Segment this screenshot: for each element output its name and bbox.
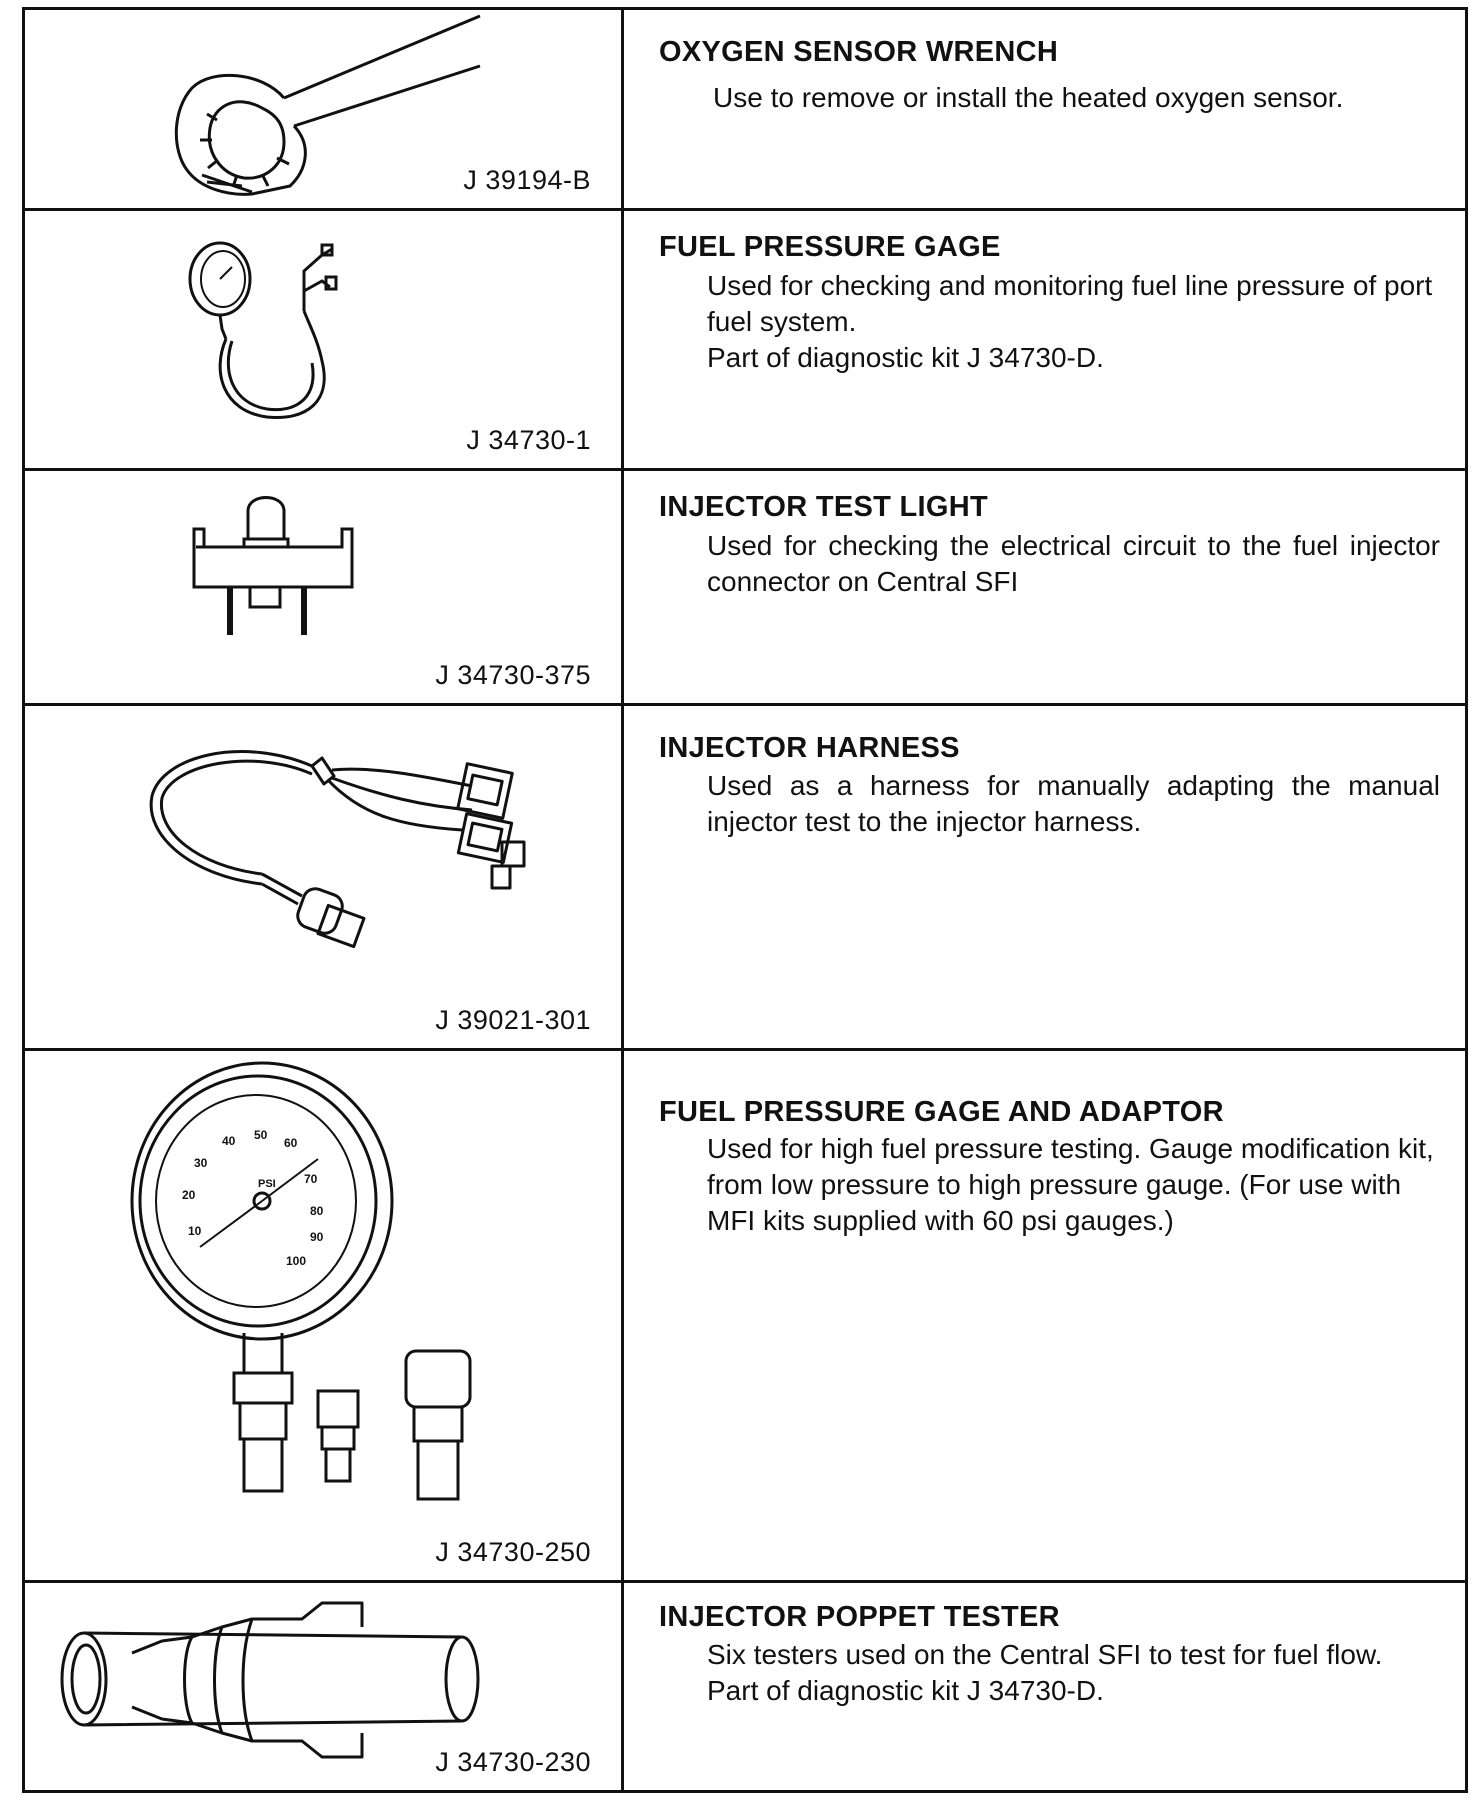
oxygen-sensor-wrench-illustration	[22, 10, 621, 208]
tool-description	[637, 471, 1468, 703]
tool-description-line: Use to remove or install the heated oxygen sensor.	[713, 82, 1344, 113]
table-row	[22, 706, 1468, 1048]
gauge-scale-label: 40	[222, 1134, 236, 1148]
tool-title: INJECTOR POPPET TESTER	[659, 1601, 1060, 1633]
table-row	[22, 211, 1468, 468]
tool-description-line: Used for checking the electrical circuit to the fuel injector connector on Central SFI	[707, 530, 1440, 597]
table-row	[22, 471, 1468, 703]
tool-description-line: Part of diagnostic kit J 34730-D.	[707, 342, 1104, 373]
fuel-pressure-gage-illustration	[22, 211, 621, 468]
injector-harness-illustration	[22, 706, 621, 1048]
gauge-scale-label: 80	[310, 1204, 324, 1218]
gauge-scale-label: 50	[254, 1128, 268, 1142]
tool-description	[637, 211, 1468, 468]
tool-description	[637, 1583, 1468, 1790]
tool-title: OXYGEN SENSOR WRENCH	[659, 36, 1059, 68]
injector-test-light-illustration	[22, 471, 621, 703]
tool-body	[707, 768, 1440, 840]
tool-title: INJECTOR TEST LIGHT	[659, 491, 989, 523]
tool-body	[707, 528, 1440, 600]
tool-body	[707, 1637, 1440, 1709]
tool-description-line: Used for high fuel pressure testing. Gauge modification kit, from low pressure to high pressure gauge. (For use with MFI kits supplied with 60 psi gauges.)	[707, 1133, 1434, 1236]
tool-code: J 34730-250	[435, 1537, 591, 1567]
injector-poppet-tester-illustration	[22, 1583, 621, 1790]
gauge-scale-label: 30	[194, 1156, 208, 1170]
tool-description	[637, 1051, 1468, 1580]
gauge-scale-label: 20	[182, 1188, 196, 1202]
tool-description	[637, 706, 1468, 1048]
tool-description-line: Used for checking and monitoring fuel line pressure of port fuel system.	[707, 270, 1433, 337]
gauge-scale-label: 60	[284, 1136, 298, 1150]
table-row	[22, 1051, 1468, 1580]
tool-title: FUEL PRESSURE GAGE	[659, 231, 1001, 263]
table-row	[22, 10, 1468, 208]
tool-description	[637, 10, 1468, 208]
tool-body	[707, 1131, 1446, 1239]
gauge-unit-label: PSI	[258, 1178, 276, 1190]
tool-title: FUEL PRESSURE GAGE AND ADAPTOR	[659, 1096, 1224, 1128]
gauge-scale-label: 10	[188, 1224, 202, 1238]
gauge-scale-labels	[182, 1128, 324, 1268]
tool-code: J 34730-375	[435, 660, 591, 690]
tool-description-line: Part of diagnostic kit J 34730-D.	[707, 1675, 1104, 1706]
gauge-scale-label: 100	[286, 1254, 307, 1268]
gauge-scale-label: 70	[304, 1172, 318, 1186]
tool-body	[713, 80, 1460, 116]
tool-title: INJECTOR HARNESS	[659, 732, 960, 764]
tool-code: J 39194-B	[463, 165, 591, 195]
tool-description-line: Used as a harness for manually adapting the manual injector test to the injector harness.	[707, 770, 1440, 837]
tool-description-line: Six testers used on the Central SFI to test for fuel flow.	[707, 1639, 1383, 1670]
tool-code: J 34730-1	[466, 425, 591, 455]
tool-code: J 34730-230	[435, 1747, 591, 1777]
tool-code: J 39021-301	[435, 1005, 591, 1035]
tool-body	[707, 268, 1440, 376]
table-row	[22, 1583, 1468, 1790]
gauge-scale-label: 90	[310, 1230, 324, 1244]
fuel-pressure-gage-adaptor-illustration	[22, 1051, 621, 1580]
